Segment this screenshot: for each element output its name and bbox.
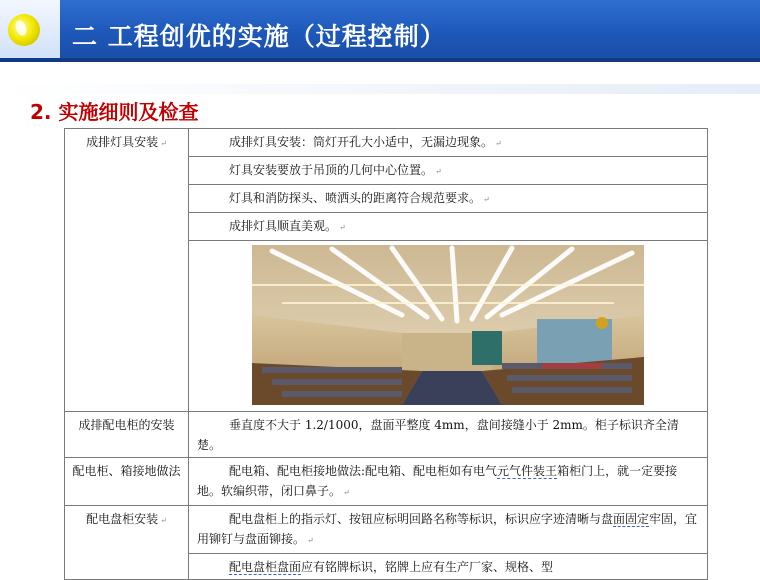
- table-cell: 成排灯具安装：筒灯开孔大小适中，无漏边现象。 ↵: [189, 129, 708, 157]
- table-row: [65, 458, 708, 506]
- table-cell: 配电箱、配电柜接地做法:配电箱、配电柜如有电气元气件装王箱柜门上，就一定要接地。软编织带，闭口鼻子。 ↵: [189, 458, 708, 506]
- table-row: [65, 506, 708, 554]
- table-row: [65, 412, 708, 458]
- yellow-orb-icon: [8, 14, 40, 46]
- page-title: 二 工程创优的实施（过程控制）: [72, 22, 446, 51]
- photo-illustration: [252, 245, 644, 405]
- row-label: 配电盘柜安装 ↵: [65, 506, 189, 580]
- table-cell: 配电盘柜上的指示灯、按钮应标明回路名称等标识，标识应字迹清晰与盘面固定牢固，宜用铆钉与盘面铆接。 ↵: [189, 506, 708, 554]
- divider: [0, 84, 760, 94]
- photo-cell: [189, 241, 708, 412]
- table-cell: 成排灯具顺直美观。 ↵: [189, 213, 708, 241]
- banner-stripe: [0, 58, 760, 62]
- title-banner: [0, 0, 760, 62]
- inspection-table: [64, 128, 708, 580]
- row-label: 成排灯具安装 ↵: [65, 129, 189, 412]
- section-title: 2. 实施细则及检查: [30, 100, 199, 124]
- row-label: 配电柜、箱接地做法: [65, 458, 189, 506]
- table-cell: 垂直度不大于 1.2/1000，盘面平整度 4mm，盘间接缝小于 2mm。柜子标识齐全清楚。: [189, 412, 708, 458]
- row-label: 成排配电柜的安装: [65, 412, 189, 458]
- table-cell: 配电盘柜盘面应有铭牌标识，铭牌上应有生产厂家、规格、型: [189, 554, 708, 580]
- auditorium-ceiling-lights-photo: [252, 245, 644, 405]
- table-cell: 灯具安装要放于吊顶的几何中心位置。 ↵: [189, 157, 708, 185]
- table-cell: 灯具和消防探头、喷洒头的距离符合规范要求。 ↵: [189, 185, 708, 213]
- table-row: [65, 129, 708, 157]
